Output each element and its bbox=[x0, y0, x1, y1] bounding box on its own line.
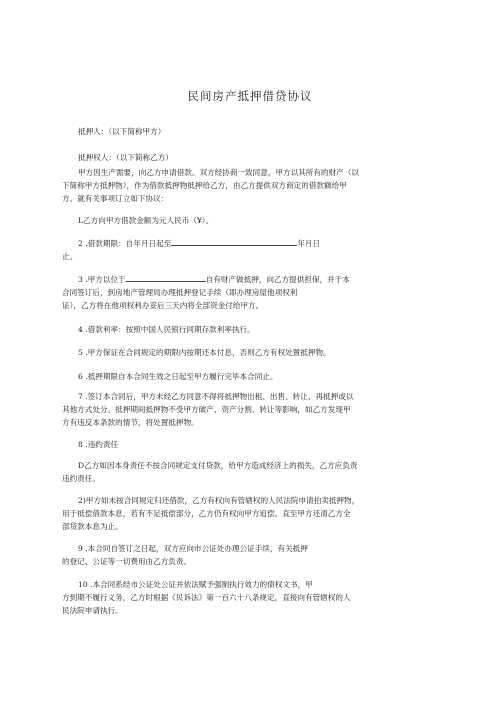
clause-8-2-line: 用于抵偿借款本息，若有不足抵偿部分，乙方仍有权向甲方追偿。直至甲方还清乙方全 bbox=[62, 509, 351, 518]
mortgagor-line: 抵押人：（以下简称甲方） bbox=[78, 127, 166, 136]
clause-8-1-line: 违约责任。 bbox=[62, 474, 100, 483]
clause-8-2-line: 部贷款本息为止。 bbox=[62, 522, 123, 531]
intro-line: 甲方因生产需要，向乙方申请借款。双方经协商一致同意，甲方以其所有的财产（以 bbox=[78, 168, 359, 177]
intro-line: 方。就有关事项订立如下协议： bbox=[62, 194, 169, 203]
clause-3 bbox=[62, 273, 438, 312]
clause-2 bbox=[62, 237, 438, 263]
intro-paragraph bbox=[62, 166, 438, 205]
clause-7-line: 其他方式处分。抵押期间抵押物不受甲方破产、资产分割、转让等影响，如乙方发现甲 bbox=[62, 405, 351, 414]
clause-6: 6 .抵押期限自本合同生效之日起至甲方履行完毕本合同止。 bbox=[78, 372, 278, 381]
clause-9 bbox=[62, 542, 438, 568]
clause-8-heading: 8 .违约责任 bbox=[78, 440, 119, 449]
clause-5: 5 .甲方保证在合同规定的期限内按期还本付息，否则乙方有权处置抵押物。 bbox=[78, 348, 331, 357]
document-title: 民间房产抵押借贷协议 bbox=[187, 89, 313, 103]
clause-7 bbox=[62, 390, 438, 429]
clause-8-1 bbox=[62, 459, 438, 485]
clause-2-text: 2 .借款期限：自年月日起至 bbox=[78, 239, 172, 248]
clause-10-line: 10 .本合同系经市公证处公证并依法赋予强制执行效力的债权文书，甲 bbox=[78, 580, 313, 589]
clause-3-line: 合同签订后，到房地产管理局办理抵押登记手续（即办理房屋他项权利 bbox=[62, 288, 298, 297]
clause-8-1-line: D乙方如因本身责任不按合同规定支付贷款，给甲方造成经济上的损失，乙方应负责 bbox=[78, 461, 358, 470]
clause-7-line: 方有违反本条款的情节，将处置抵押物。 bbox=[62, 418, 199, 427]
clause-9-line: 的登记、公证等一切费用由乙方负责。 bbox=[62, 557, 192, 566]
clause-10-line: 民法院申请执行。 bbox=[62, 606, 123, 615]
clause-7-line: 7 .签订本合同后，甲方未经乙方同意不得将抵押物出租、出售、转让、再抵押或以 bbox=[78, 392, 354, 401]
clause-2-text: 年月日 bbox=[297, 239, 320, 248]
clause-8-2-line: 2)甲方如未按合同规定归还借款，乙方有权向有管辖权的人民法院申请拍卖抵押物， bbox=[78, 496, 360, 505]
clause-3-text: 3 .甲方以位于 bbox=[78, 275, 126, 284]
clause-3-line: 证），乙方将在他项权利办妥后三天内将全部资金付给甲方。 bbox=[62, 301, 264, 310]
clause-4: 4 .借款利率：按照中国人民银行同期存款利率执行。 bbox=[78, 325, 255, 334]
clause-10 bbox=[62, 578, 438, 617]
intro-line: 下简称甲方抵押物），作为借款抵押物抵押给乙方，由乙方提供双方商定的借款额给甲 bbox=[62, 181, 347, 190]
clause-10-line: 方到期不履行义务，乙方时根据《民诉法》第一百六十八条规定，直接向有管辖权的人 bbox=[62, 593, 351, 602]
clause-3-text: 自有财产做抵押，向乙方提供担保，并于本 bbox=[205, 275, 350, 284]
blank-underline bbox=[126, 273, 206, 282]
clause-1: L乙方向甲方借款金额为元人民币（¥）。 bbox=[78, 216, 214, 225]
mortgagee-line: 抵押权人：（以下简称乙方） bbox=[78, 153, 173, 162]
clause-9-line: 9 .本合同自签订之日起，双方应向市公证处办理公证手续，有关抵押 bbox=[78, 544, 308, 553]
clause-2-end: 止。 bbox=[62, 252, 78, 261]
clause-8-2 bbox=[62, 494, 438, 533]
blank-underline bbox=[171, 237, 297, 246]
